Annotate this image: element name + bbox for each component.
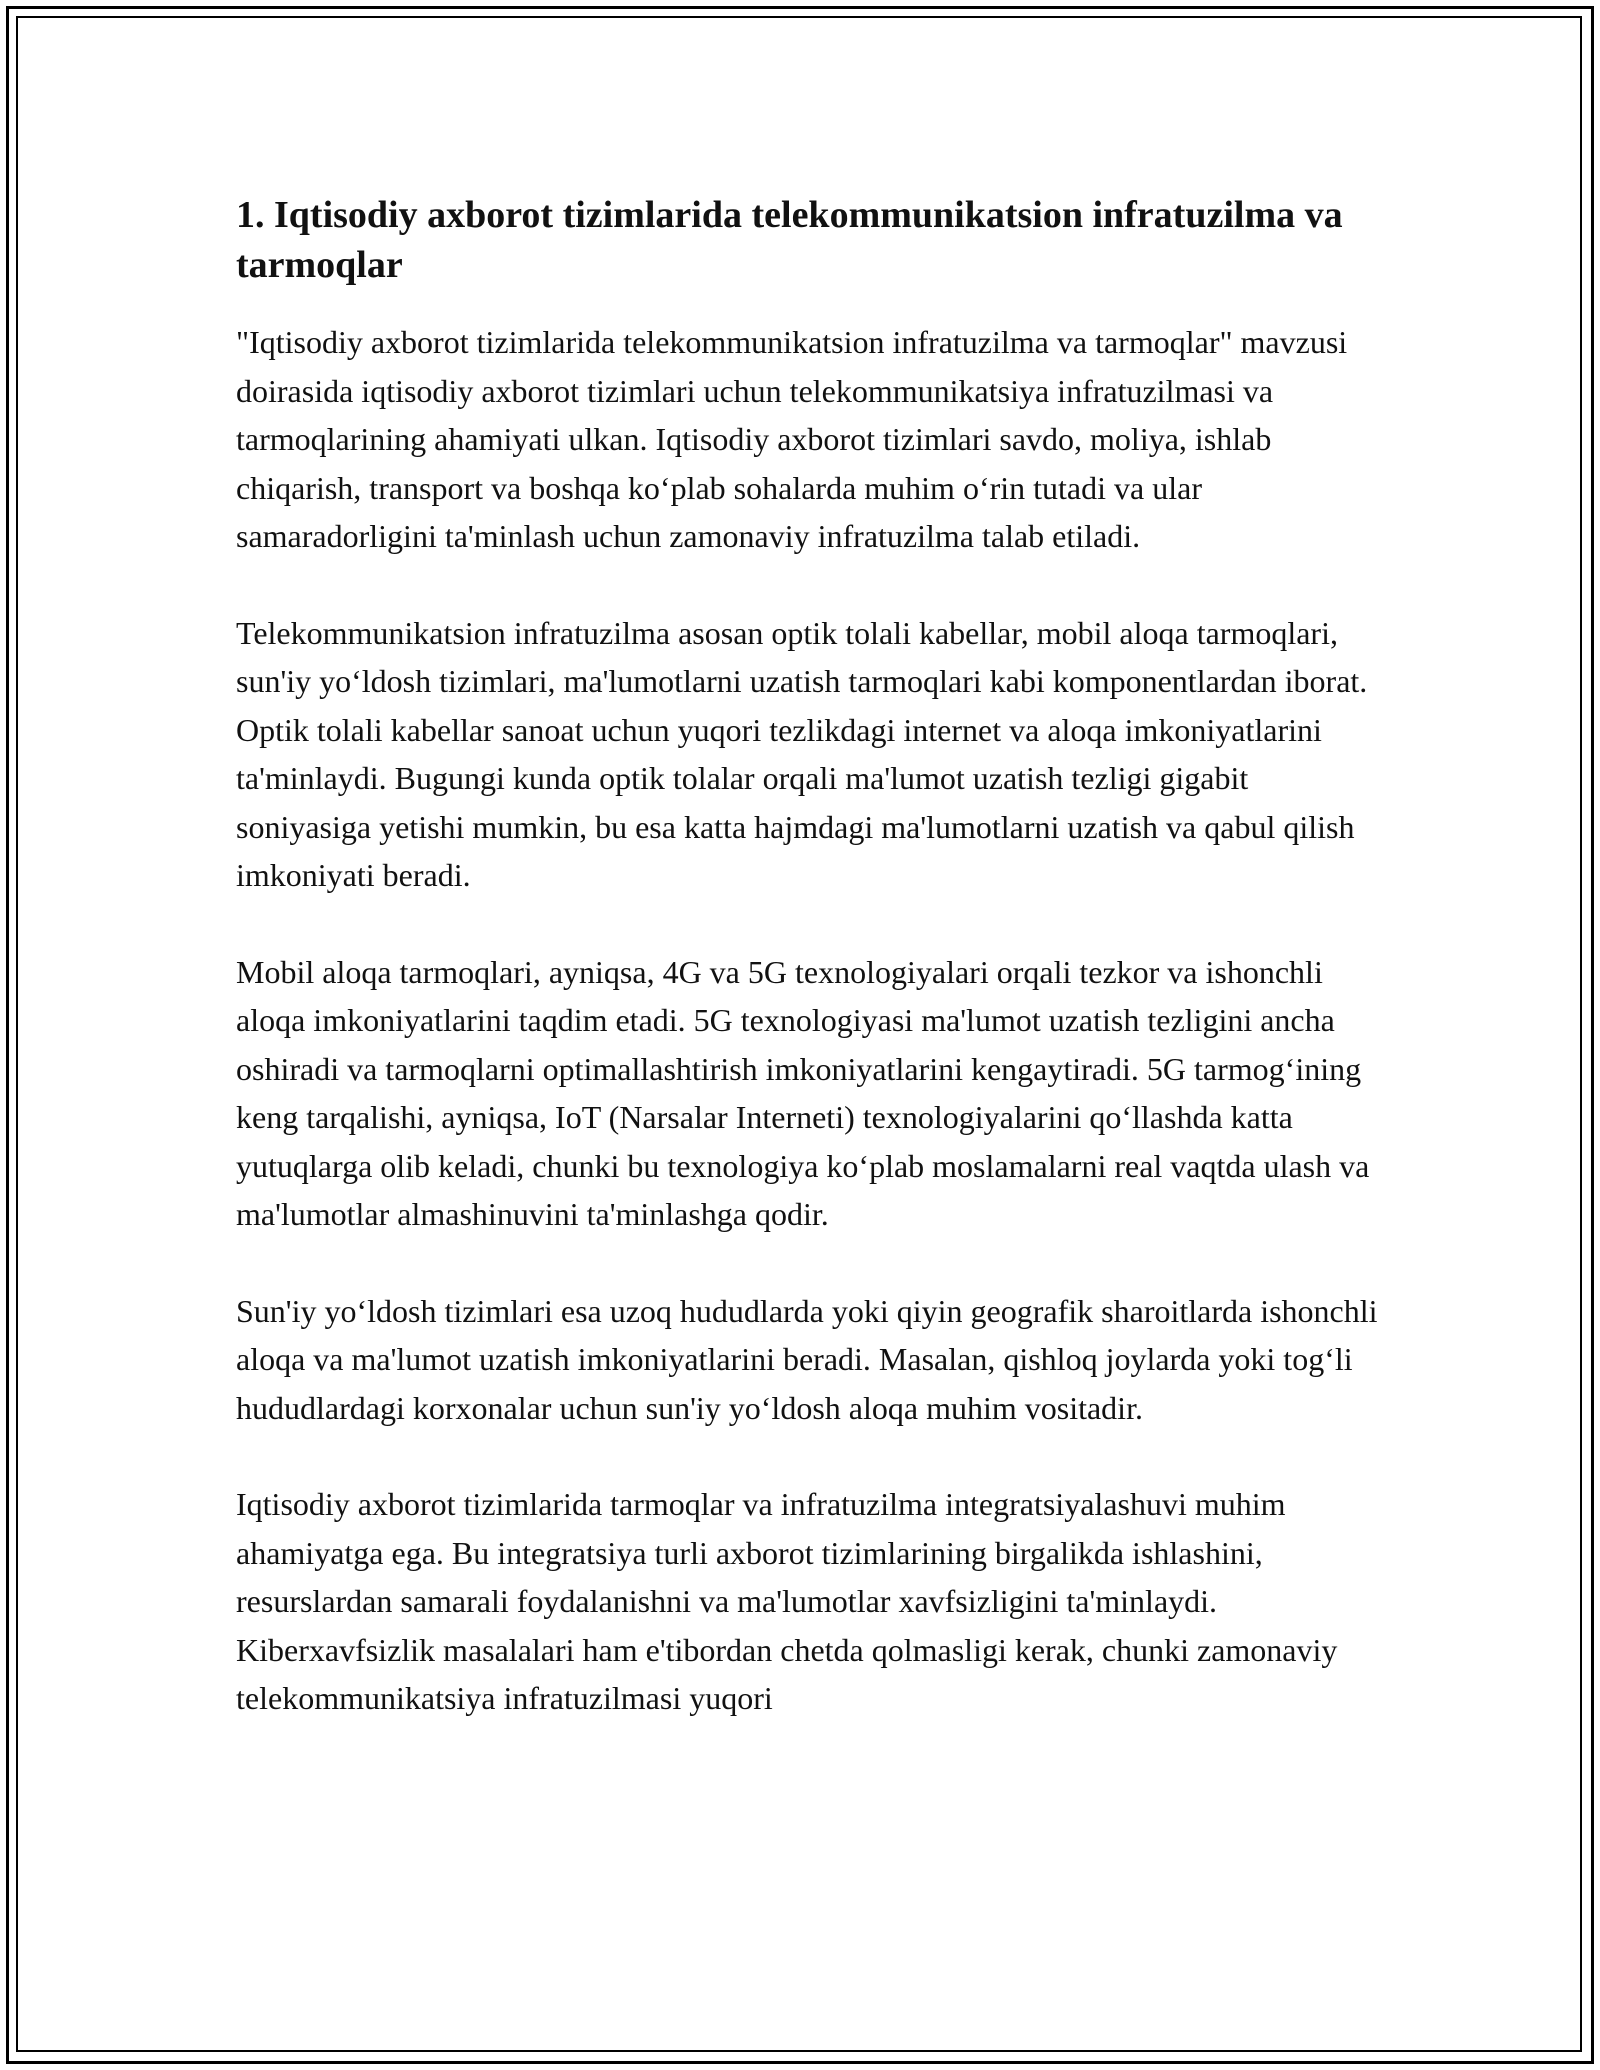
paragraph-mobile-networks: Mobil aloqa tarmoqlari, ayniqsa, 4G va 5G texnologiyalari orqali tezkor va ishonchli aloqa imkoniyatlarini taqdim etadi. 5G texnologiyasi ma'lumot uzatish tezligini ancha oshiradi va tarmoqlarni optimallashtirish imkoniyatlarini kengaytiradi. 5G tarmog‘ining keng tarqalishi, ayniqsa, IoT (Narsalar Interneti) texnologiyalarini qo‘llashda katta yutuqlarga olib keladi, chunki bu texnologiya ko‘plab moslamalarni real vaqtda ulash va ma'lumotlar almashinuvini ta'minlashga qodir. [236, 953, 1370, 1232]
document-body [236, 190, 1386, 1771]
section-heading: 1. Iqtisodiy axborot tizimlarida telekommunikatsion infratuzilma va tarmoqlar [236, 194, 1343, 286]
paragraph-integration: Iqtisodiy axborot tizimlarida tarmoqlar va infratuzilma integratsiyalashuvi muhim ahamiyatga ega. Bu integratsiya turli axborot tizimlarining birgalikda ishlashini, resurslardan samarali foydalanishni va ma'lumotlar xavfsizligini ta'minlaydi. Kiberxavfsizlik masalalari ham e'tibordan chetda qolmasligi kerak, chunki zamonaviy telekommunikatsiya infratuzilmasi yuqori [236, 1486, 1338, 1716]
paragraph-intro: "Iqtisodiy axborot tizimlarida telekommunikatsion infratuzilma va tarmoqlar" mavzusi doirasida iqtisodiy axborot tizimlari uchun telekommunikatsiya infratuzilmasi va tarmoqlarining ahamiyati ulkan. Iqtisodiy axborot tizimlari savdo, moliya, ishlab chiqarish, transport va boshqa ko‘plab sohalarda muhim o‘rin tutadi va ular samaradorligini ta'minlash uchun zamonaviy infratuzilma talab etiladi. [236, 324, 1348, 554]
paragraph-infrastructure: Telekommunikatsion infratuzilma asosan optik tolali kabellar, mobil aloqa tarmoqlari, sun'iy yo‘ldosh tizimlari, ma'lumotlarni uzatish tarmoqlari kabi komponentlardan iborat. Optik tolali kabellar sanoat uchun yuqori tezlikdagi internet va aloqa imkoniyatlarini ta'minlaydi. Bugungi kunda optik tolalar orqali ma'lumot uzatish tezligi gigabit soniyasiga yetishi mumkin, bu esa katta hajmdagi ma'lumotlarni uzatish va qabul qilish imkoniyati beradi. [236, 614, 1368, 893]
paragraph-satellite: Sun'iy yo‘ldosh tizimlari esa uzoq hududlarda yoki qiyin geografik sharoitlarda ishonchli aloqa va ma'lumot uzatish imkoniyatlarini beradi. Masalan, qishloq joylarda yoki tog‘li hududlardagi korxonalar uchun sun'iy yo‘ldosh aloqa muhim vositadir. [236, 1292, 1378, 1426]
